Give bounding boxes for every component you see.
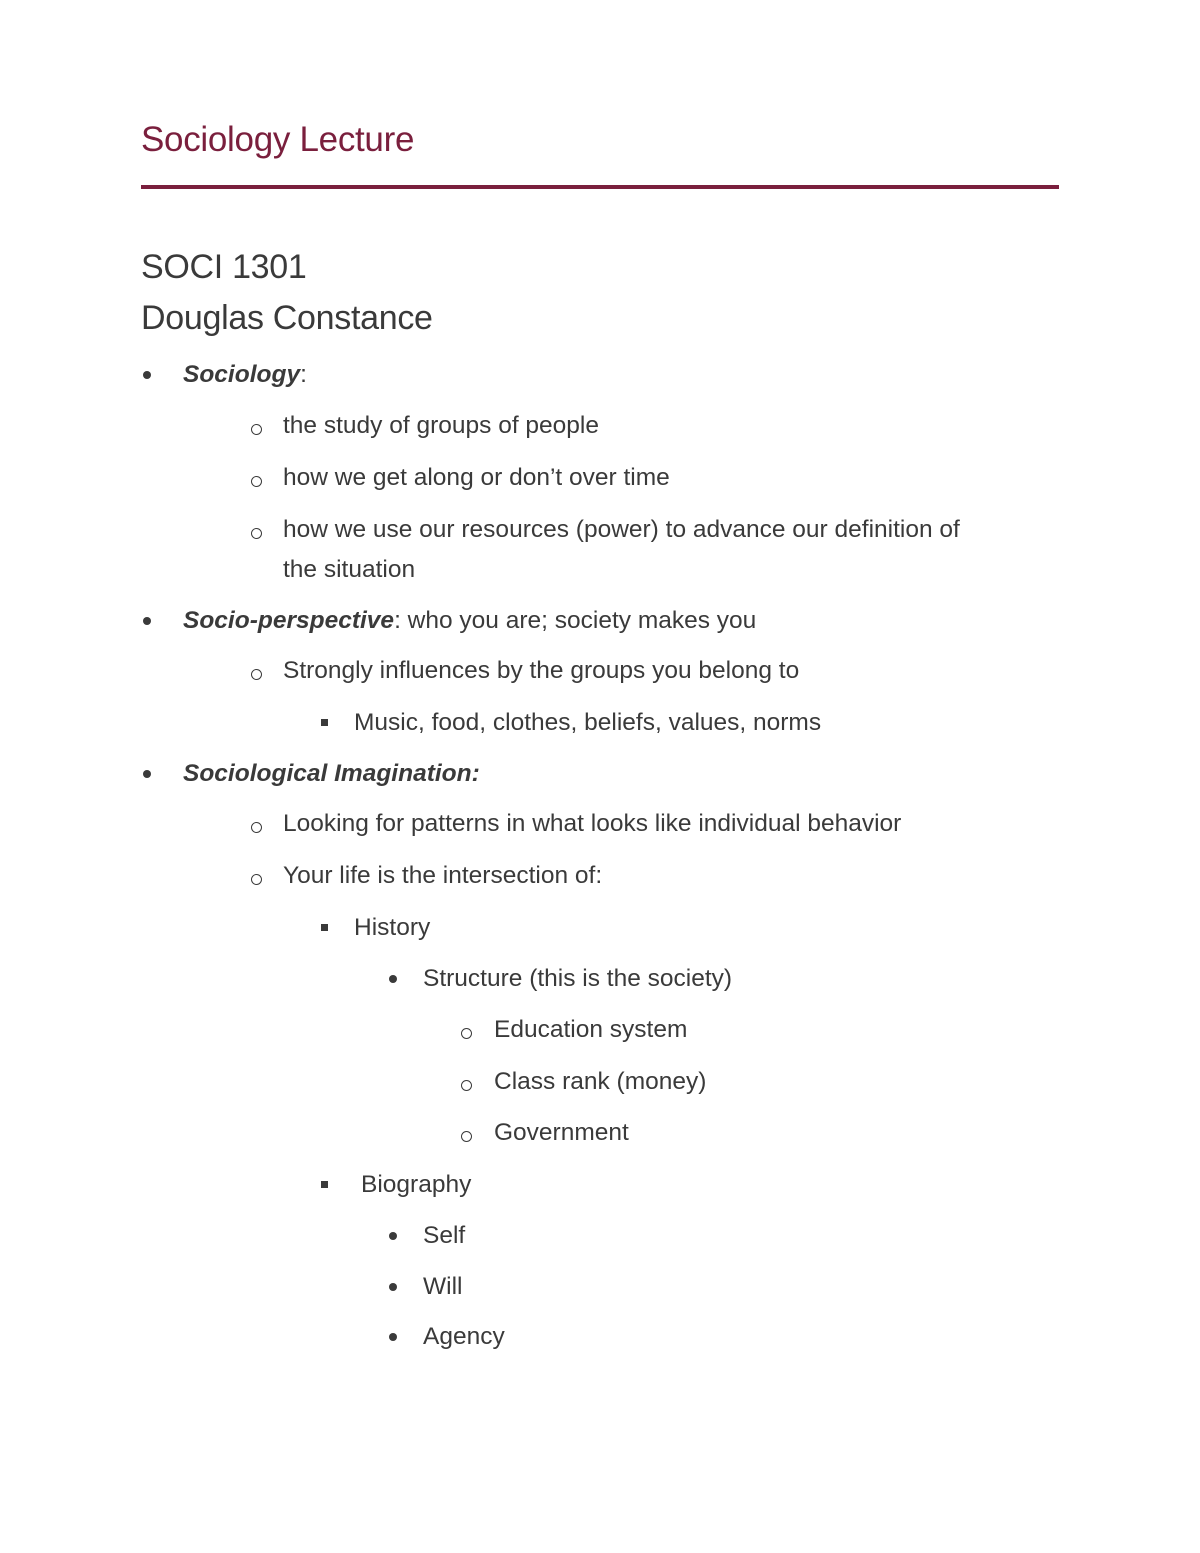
- list-item-sociological-imagination: [183, 758, 480, 790]
- bullet-circle-icon: [461, 1028, 472, 1039]
- term-socio-perspective: Socio-perspective: [183, 607, 395, 634]
- list-item: Your life is the intersection of:: [283, 862, 603, 889]
- definition-text: : who you are; society makes you: [394, 607, 757, 634]
- bullet-circle-icon: [461, 1080, 472, 1091]
- list-item: Self: [423, 1222, 466, 1249]
- bullet-dot-icon: [389, 975, 397, 983]
- bullet-square-icon: [321, 719, 328, 726]
- list-item-history: History: [354, 914, 431, 941]
- instructor-name: Douglas Constance: [141, 299, 433, 337]
- bullet-dot-icon: [143, 371, 151, 379]
- term-sociological-imagination: Sociological Imagination:: [183, 760, 480, 787]
- list-item-socio-perspective: [183, 605, 756, 637]
- bullet-square-icon: [321, 1181, 328, 1188]
- bullet-circle-icon: [251, 822, 262, 833]
- list-item: Music, food, clothes, beliefs, values, norms: [354, 709, 822, 736]
- list-item: how we get along or don’t over time: [283, 464, 670, 491]
- list-item: Structure (this is the society): [423, 965, 733, 992]
- course-code: SOCI 1301: [141, 248, 307, 286]
- bullet-circle-icon: [461, 1131, 472, 1142]
- list-item: Looking for patterns in what looks like individual behavior: [283, 810, 902, 837]
- term-colon: :: [300, 361, 307, 388]
- bullet-circle-icon: [251, 528, 262, 539]
- list-item: how we use our resources (power) to advance our definition of: [283, 516, 960, 543]
- bullet-dot-icon: [389, 1232, 397, 1240]
- document-title: Sociology Lecture: [141, 120, 415, 159]
- term-sociology: Sociology: [183, 361, 301, 388]
- list-item: Will: [423, 1273, 463, 1300]
- list-item: Government: [494, 1119, 629, 1146]
- bullet-dot-icon: [389, 1283, 397, 1291]
- list-item: Education system: [494, 1016, 688, 1043]
- list-item: Strongly influences by the groups you belong to: [283, 657, 800, 684]
- list-item: the study of groups of people: [283, 412, 599, 439]
- list-item-biography: Biography: [361, 1171, 472, 1198]
- bullet-square-icon: [321, 924, 328, 931]
- list-item-sociology: [183, 359, 307, 391]
- bullet-circle-icon: [251, 669, 262, 680]
- bullet-dot-icon: [389, 1333, 397, 1341]
- bullet-circle-icon: [251, 476, 262, 487]
- bullet-dot-icon: [143, 770, 151, 778]
- bullet-dot-icon: [143, 617, 151, 625]
- bullet-circle-icon: [251, 874, 262, 885]
- list-item-continuation: the situation: [283, 556, 416, 583]
- list-item: Agency: [423, 1323, 505, 1350]
- bullet-circle-icon: [251, 424, 262, 435]
- title-divider: [141, 185, 1059, 189]
- list-item: Class rank (money): [494, 1068, 707, 1095]
